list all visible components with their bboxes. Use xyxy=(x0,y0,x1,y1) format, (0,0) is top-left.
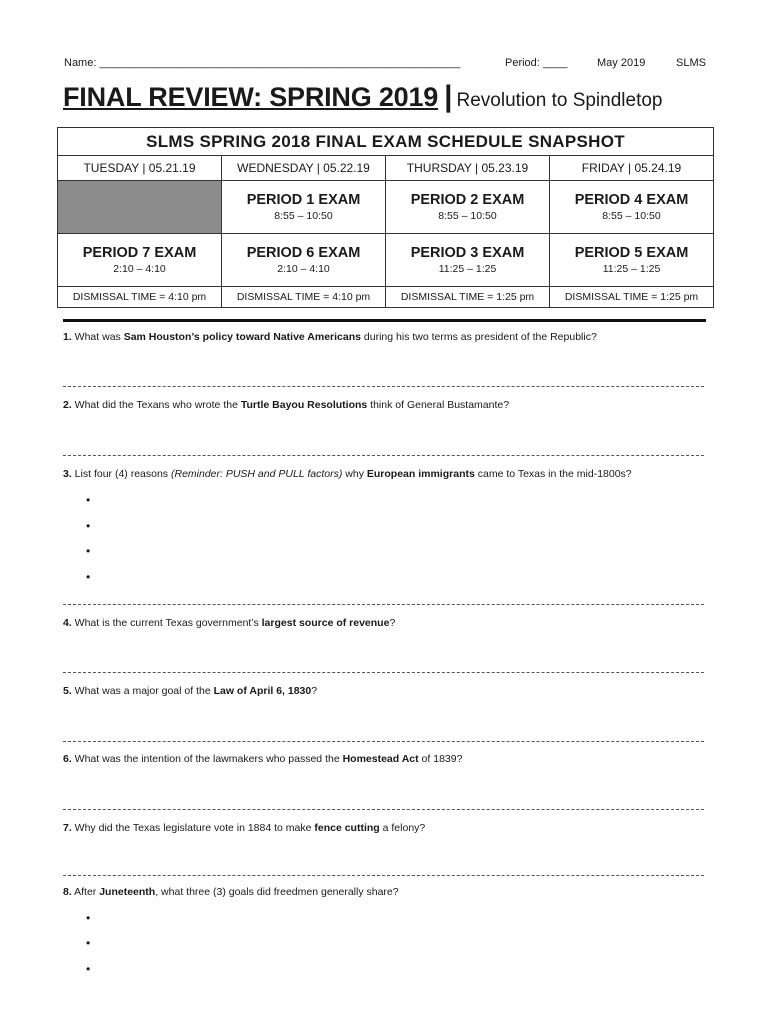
question-keyword: Law of April 6, 1830 xyxy=(213,685,312,697)
day-header-wednesday: WEDNESDAY | 05.22.19 xyxy=(222,156,386,181)
answer-bullet: • xyxy=(86,519,91,533)
answer-divider xyxy=(63,386,704,387)
question-keyword: Turtle Bayou Resolutions xyxy=(240,399,368,411)
question-text: Why did the Texas legislature vote in 1884 to make xyxy=(71,822,315,834)
exam-cell xyxy=(550,181,714,234)
question-reminder: (Reminder: PUSH and PULL factors) xyxy=(170,468,343,480)
question-number: 7. xyxy=(63,822,72,834)
answer-bullet: • xyxy=(86,911,91,925)
answer-bullet: • xyxy=(86,936,91,950)
exam-name: PERIOD 1 EXAM xyxy=(246,191,361,208)
exam-name: PERIOD 3 EXAM xyxy=(410,244,525,261)
exam-cell xyxy=(222,234,386,287)
day-header-tuesday: TUESDAY | 05.21.19 xyxy=(58,156,222,181)
question-2 xyxy=(63,398,509,412)
schedule-title: SLMS SPRING 2018 FINAL EXAM SCHEDULE SNAPSHOT xyxy=(58,128,714,156)
question-4 xyxy=(63,616,395,630)
question-keyword: Juneteenth xyxy=(99,886,156,898)
name-field-label: Name: ___________________________________________________________ xyxy=(64,57,461,69)
title-main: FINAL REVIEW: SPRING 2019 xyxy=(63,82,439,112)
dismissal-time: DISMISSAL TIME = 1:25 pm xyxy=(386,287,550,308)
question-text: ? xyxy=(311,685,318,697)
exam-name: PERIOD 5 EXAM xyxy=(574,244,689,261)
exam-name: PERIOD 6 EXAM xyxy=(246,244,361,261)
question-number: 1. xyxy=(63,331,72,343)
question-3 xyxy=(63,467,632,481)
answer-bullet: • xyxy=(86,493,91,507)
exam-cell xyxy=(550,234,714,287)
dismissal-time: DISMISSAL TIME = 4:10 pm xyxy=(58,287,222,308)
dismissal-time: DISMISSAL TIME = 4:10 pm xyxy=(222,287,386,308)
question-number: 3. xyxy=(63,468,72,480)
answer-bullet: • xyxy=(86,570,91,584)
answer-divider xyxy=(63,741,704,742)
answer-bullet: • xyxy=(86,544,91,558)
question-text: What was a major goal of the xyxy=(71,685,214,697)
exam-cell xyxy=(58,234,222,287)
question-8 xyxy=(63,885,399,899)
day-header-friday: FRIDAY | 05.24.19 xyxy=(550,156,714,181)
title-subtitle: Revolution to Spindletop xyxy=(456,90,663,111)
question-text: What was the intention of the lawmakers who passed the xyxy=(71,753,343,765)
question-number: 2. xyxy=(63,399,72,411)
question-keyword: fence cutting xyxy=(314,822,380,834)
question-number: 4. xyxy=(63,617,72,629)
exam-time: 11:25 – 1:25 xyxy=(438,262,497,275)
question-keyword: Homestead Act xyxy=(342,753,419,765)
section-divider xyxy=(63,319,706,322)
answer-divider xyxy=(63,672,704,673)
question-text: ? xyxy=(389,617,396,629)
page-title xyxy=(63,80,713,114)
question-text: What was xyxy=(71,331,124,343)
question-text: , what three (3) goals did freedmen generally share? xyxy=(155,886,399,898)
header-date: May 2019 xyxy=(597,57,646,69)
question-number: 8. xyxy=(63,886,72,898)
exam-time: 8:55 – 10:50 xyxy=(438,209,497,222)
question-number: 6. xyxy=(63,753,72,765)
question-text: think of General Bustamante? xyxy=(367,399,510,411)
exam-cell xyxy=(386,181,550,234)
question-text: a felony? xyxy=(379,822,426,834)
title-separator: | xyxy=(444,80,453,113)
exam-cell xyxy=(386,234,550,287)
question-text: What is the current Texas government’s xyxy=(71,617,262,629)
exam-name: PERIOD 2 EXAM xyxy=(410,191,525,208)
question-text: What did the Texans who wrote the xyxy=(71,399,241,411)
empty-shaded-cell xyxy=(58,181,222,234)
question-text: came to Texas in the mid-1800s? xyxy=(474,468,632,480)
header-school: SLMS xyxy=(676,57,706,69)
question-1 xyxy=(63,330,597,344)
question-keyword: Sam Houston’s policy toward Native Americans xyxy=(123,331,361,343)
question-number: 5. xyxy=(63,685,72,697)
answer-divider xyxy=(63,809,704,810)
exam-schedule-table xyxy=(57,127,714,308)
exam-cell xyxy=(222,181,386,234)
exam-time: 8:55 – 10:50 xyxy=(274,209,333,222)
answer-divider xyxy=(63,455,704,456)
answer-divider xyxy=(63,875,704,876)
question-text: List four (4) reasons xyxy=(71,468,171,480)
question-7 xyxy=(63,821,425,835)
period-field-label: Period: ____ xyxy=(505,57,568,69)
exam-time: 2:10 – 4:10 xyxy=(277,262,330,275)
question-keyword: European immigrants xyxy=(366,468,475,480)
exam-time: 11:25 – 1:25 xyxy=(602,262,661,275)
day-header-thursday: THURSDAY | 05.23.19 xyxy=(386,156,550,181)
answer-divider xyxy=(63,604,704,605)
exam-name: PERIOD 4 EXAM xyxy=(574,191,689,208)
question-text: of 1839? xyxy=(418,753,463,765)
question-5 xyxy=(63,684,317,698)
answer-bullet: • xyxy=(86,962,91,976)
question-text: why xyxy=(342,468,367,480)
question-text: during his two terms as president of the Republic? xyxy=(361,331,597,343)
question-6 xyxy=(63,752,462,766)
exam-name: PERIOD 7 EXAM xyxy=(82,244,197,261)
question-keyword: largest source of revenue xyxy=(261,617,390,629)
dismissal-time: DISMISSAL TIME = 1:25 pm xyxy=(550,287,714,308)
exam-time: 2:10 – 4:10 xyxy=(113,262,166,275)
exam-time: 8:55 – 10:50 xyxy=(602,209,661,222)
question-text: After xyxy=(71,886,100,898)
